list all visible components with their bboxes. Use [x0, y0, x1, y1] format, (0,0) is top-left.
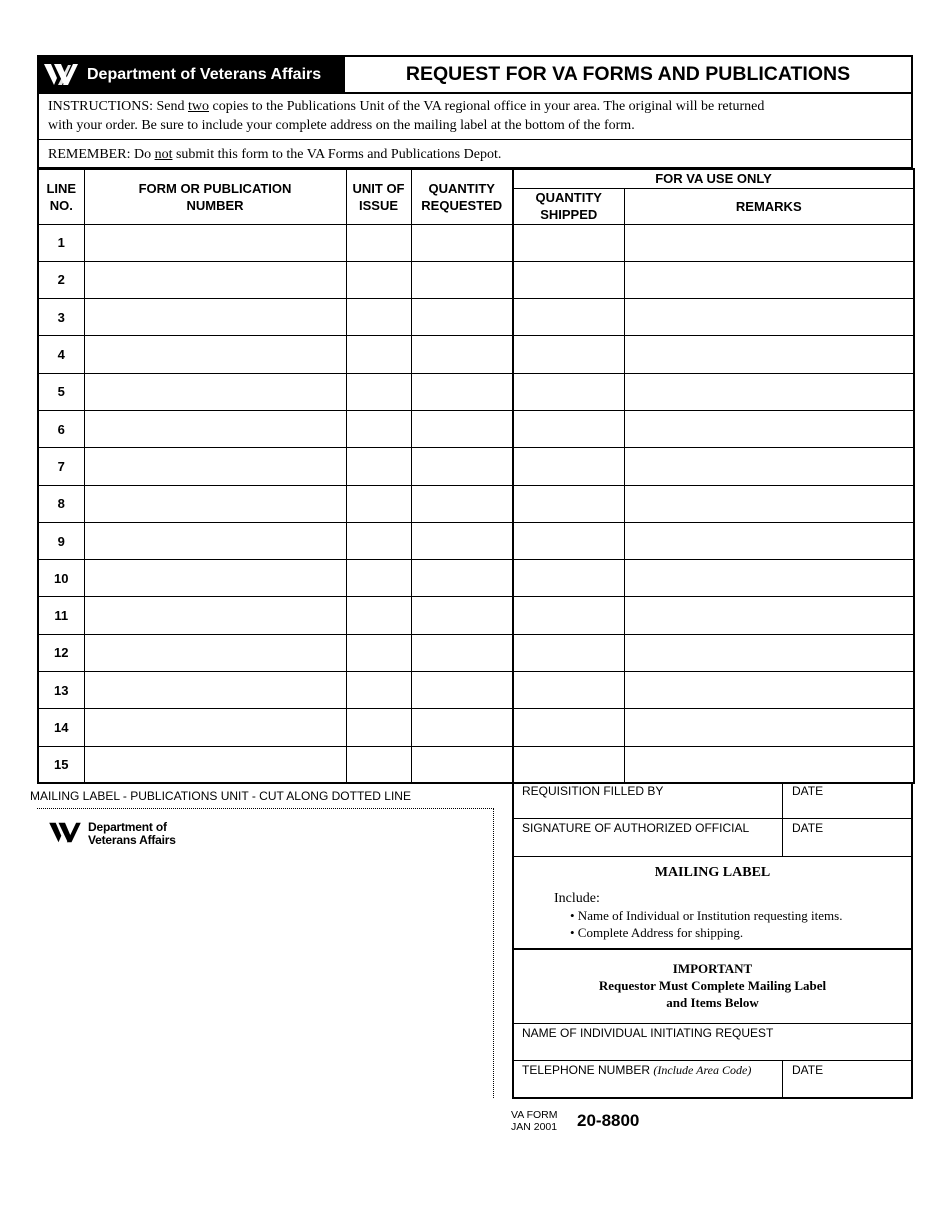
- table-row: [38, 560, 914, 597]
- name-initiating-field[interactable]: [514, 1024, 911, 1061]
- header-va-use-only: FOR VA USE ONLY: [513, 169, 914, 188]
- line-number-cell: 7: [38, 448, 84, 485]
- important-title: IMPORTANT: [672, 961, 753, 976]
- line-number-cell: 4: [38, 336, 84, 373]
- quantity-shipped-cell[interactable]: [513, 410, 624, 447]
- line-number-cell: 14: [38, 709, 84, 746]
- quantity-requested-cell[interactable]: [411, 261, 513, 298]
- unit-of-issue-cell[interactable]: [346, 448, 411, 485]
- header-line-no: LINE NO.: [38, 169, 84, 224]
- unit-of-issue-cell[interactable]: [346, 336, 411, 373]
- signature-label: SIGNATURE OF AUTHORIZED OFFICIAL: [522, 821, 750, 835]
- va-processing-boxes: [512, 782, 913, 1099]
- table-row: [38, 522, 914, 559]
- header-quantity-requested: QUANTITY REQUESTED: [411, 169, 513, 224]
- remarks-cell[interactable]: [624, 448, 914, 485]
- table-row: [38, 485, 914, 522]
- line-number-cell: 1: [38, 224, 84, 261]
- form-number-cell[interactable]: [84, 261, 346, 298]
- quantity-shipped-cell[interactable]: [513, 746, 624, 783]
- unit-of-issue-cell[interactable]: [346, 709, 411, 746]
- table-row: [38, 672, 914, 709]
- date-label: DATE: [792, 821, 824, 835]
- remember-prefix: REMEMBER: Do: [48, 147, 155, 162]
- quantity-shipped-cell[interactable]: [513, 522, 624, 559]
- date-label: DATE: [792, 784, 824, 798]
- form-number-cell[interactable]: [84, 299, 346, 336]
- remarks-cell[interactable]: [624, 485, 914, 522]
- line-number-cell: 8: [38, 485, 84, 522]
- form-edition: VA FORM JAN 2001: [511, 1109, 558, 1133]
- quantity-shipped-cell[interactable]: [513, 261, 624, 298]
- important-line: and Items Below: [666, 995, 759, 1010]
- table-row: [38, 448, 914, 485]
- requisition-date-field[interactable]: [782, 782, 824, 818]
- header-remarks: REMARKS: [624, 188, 914, 224]
- line-number-cell: 12: [38, 634, 84, 671]
- form-title: REQUEST FOR VA FORMS AND PUBLICATIONS: [405, 63, 851, 85]
- unit-of-issue-cell[interactable]: [346, 746, 411, 783]
- form-number-cell[interactable]: [84, 746, 346, 783]
- remarks-cell[interactable]: [624, 634, 914, 671]
- agency-banner: [39, 57, 345, 92]
- line-number-cell: 3: [38, 299, 84, 336]
- form-number-cell[interactable]: [84, 634, 346, 671]
- line-number-cell: 2: [38, 261, 84, 298]
- label-agency-name: Department of Veterans Affairs: [88, 820, 176, 847]
- table-row: [38, 224, 914, 261]
- unit-of-issue-cell[interactable]: [346, 224, 411, 261]
- remarks-cell[interactable]: [624, 560, 914, 597]
- table-row: [38, 373, 914, 410]
- table-row: [38, 597, 914, 634]
- table-row: [38, 410, 914, 447]
- remarks-cell[interactable]: [624, 224, 914, 261]
- mailing-label-include: Include:: [554, 891, 600, 906]
- telephone-field[interactable]: [514, 1061, 911, 1097]
- quantity-requested-cell[interactable]: [411, 672, 513, 709]
- remarks-cell[interactable]: [624, 373, 914, 410]
- instructions-line2: with your order. Be sure to include your complete address on the mailing label at the bottom of the form.: [48, 118, 635, 133]
- form-number-cell[interactable]: [84, 224, 346, 261]
- unit-of-issue-cell[interactable]: [346, 560, 411, 597]
- line-number-cell: 13: [38, 672, 84, 709]
- remarks-cell[interactable]: [624, 709, 914, 746]
- remarks-cell[interactable]: [624, 410, 914, 447]
- important-line: Requestor Must Complete Mailing Label: [598, 978, 827, 993]
- form-header: [37, 55, 913, 94]
- unit-of-issue-cell[interactable]: [346, 410, 411, 447]
- quantity-requested-cell[interactable]: [411, 336, 513, 373]
- remarks-cell[interactable]: [624, 261, 914, 298]
- instructions-emphasis: two: [188, 99, 210, 114]
- signature-field[interactable]: [514, 819, 911, 857]
- remarks-cell[interactable]: [624, 522, 914, 559]
- line-number-cell: 15: [38, 746, 84, 783]
- quantity-shipped-cell[interactable]: [513, 709, 624, 746]
- important-notice: [514, 950, 911, 1024]
- date-label: DATE: [792, 1063, 824, 1077]
- form-number-cell[interactable]: [84, 672, 346, 709]
- table-row: [38, 634, 914, 671]
- form-number: 20-8800: [577, 1111, 640, 1130]
- header-unit-of-issue: UNIT OF ISSUE: [346, 169, 411, 224]
- form-number-cell[interactable]: [84, 560, 346, 597]
- quantity-shipped-cell[interactable]: [513, 448, 624, 485]
- quantity-shipped-cell[interactable]: [513, 672, 624, 709]
- remember-emphasis: not: [154, 147, 173, 162]
- unit-of-issue-cell[interactable]: [346, 373, 411, 410]
- form-number-cell[interactable]: [84, 373, 346, 410]
- quantity-shipped-cell[interactable]: [513, 634, 624, 671]
- instructions-line1: copies to the Publications Unit of the VA regional office in your area. The original will be returned: [209, 99, 765, 114]
- line-number-cell: 6: [38, 410, 84, 447]
- unit-of-issue-cell[interactable]: [346, 261, 411, 298]
- quantity-requested-cell[interactable]: [411, 373, 513, 410]
- unit-of-issue-cell[interactable]: [346, 672, 411, 709]
- name-initiating-label: NAME OF INDIVIDUAL INITIATING REQUEST: [522, 1026, 774, 1040]
- form-number-cell[interactable]: [84, 336, 346, 373]
- unit-of-issue-cell[interactable]: [346, 522, 411, 559]
- header-quantity-shipped: QUANTITY SHIPPED: [513, 188, 624, 224]
- form-number-cell[interactable]: [84, 485, 346, 522]
- requisition-filled-by-label: REQUISITION FILLED BY: [522, 784, 664, 798]
- remarks-cell[interactable]: [624, 597, 914, 634]
- quantity-requested-cell[interactable]: [411, 560, 513, 597]
- form-number-cell[interactable]: [84, 597, 346, 634]
- dotted-cut-line-horizontal: [37, 808, 494, 809]
- remarks-cell[interactable]: [624, 672, 914, 709]
- dotted-cut-line-vertical: [493, 808, 494, 1098]
- items-body: [38, 224, 914, 783]
- quantity-requested-cell[interactable]: [411, 224, 513, 261]
- form-number-cell[interactable]: [84, 522, 346, 559]
- mailing-label-bullet: • Name of Individual or Institution requesting items.: [570, 908, 843, 923]
- items-table: [37, 168, 915, 784]
- telephone-label: TELEPHONE NUMBER (Include Area Code): [522, 1063, 752, 1077]
- va-logo-icon: [48, 820, 82, 846]
- requisition-filled-by-field[interactable]: [514, 782, 911, 819]
- line-number-cell: 10: [38, 560, 84, 597]
- unit-of-issue-cell[interactable]: [346, 485, 411, 522]
- quantity-shipped-cell[interactable]: [513, 299, 624, 336]
- table-row: [38, 261, 914, 298]
- form-number-cell[interactable]: [84, 448, 346, 485]
- quantity-requested-cell[interactable]: [411, 485, 513, 522]
- unit-of-issue-cell[interactable]: [346, 299, 411, 336]
- table-row: [38, 299, 914, 336]
- quantity-requested-cell[interactable]: [411, 410, 513, 447]
- telephone-date-field[interactable]: [782, 1061, 824, 1097]
- remember-rest: submit this form to the VA Forms and Publications Depot.: [172, 147, 502, 162]
- unit-of-issue-cell[interactable]: [346, 634, 411, 671]
- form-number-cell[interactable]: [84, 410, 346, 447]
- instructions: [37, 94, 913, 140]
- cut-line-instruction: MAILING LABEL - PUBLICATIONS UNIT - CUT ALONG DOTTED LINE: [30, 789, 411, 803]
- remember-note: [37, 140, 913, 168]
- quantity-shipped-cell[interactable]: [513, 597, 624, 634]
- quantity-shipped-cell[interactable]: [513, 560, 624, 597]
- line-number-cell: 11: [38, 597, 84, 634]
- table-row: [38, 746, 914, 783]
- quantity-requested-cell[interactable]: [411, 448, 513, 485]
- quantity-requested-cell[interactable]: [411, 746, 513, 783]
- quantity-shipped-cell[interactable]: [513, 373, 624, 410]
- remarks-cell[interactable]: [624, 746, 914, 783]
- quantity-shipped-cell[interactable]: [513, 336, 624, 373]
- mailing-label-info: [514, 857, 911, 950]
- header-form-number: FORM OR PUBLICATION NUMBER: [84, 169, 346, 224]
- table-row: [38, 336, 914, 373]
- va-logo-icon: [43, 61, 79, 89]
- remarks-cell[interactable]: [624, 299, 914, 336]
- signature-date-field[interactable]: [782, 819, 824, 856]
- unit-of-issue-cell[interactable]: [346, 597, 411, 634]
- agency-name: Department of Veterans Affairs: [87, 66, 322, 83]
- quantity-shipped-cell[interactable]: [513, 224, 624, 261]
- mailing-label-title: MAILING LABEL: [654, 865, 771, 880]
- line-number-cell: 5: [38, 373, 84, 410]
- mailing-label-bullet: • Complete Address for shipping.: [570, 925, 744, 940]
- quantity-requested-cell[interactable]: [411, 299, 513, 336]
- quantity-requested-cell[interactable]: [411, 522, 513, 559]
- remarks-cell[interactable]: [624, 336, 914, 373]
- instructions-prefix: INSTRUCTIONS: Send: [48, 99, 189, 114]
- quantity-requested-cell[interactable]: [411, 634, 513, 671]
- table-row: [38, 709, 914, 746]
- form-number-cell[interactable]: [84, 709, 346, 746]
- quantity-shipped-cell[interactable]: [513, 485, 624, 522]
- quantity-requested-cell[interactable]: [411, 709, 513, 746]
- line-number-cell: 9: [38, 522, 84, 559]
- quantity-requested-cell[interactable]: [411, 597, 513, 634]
